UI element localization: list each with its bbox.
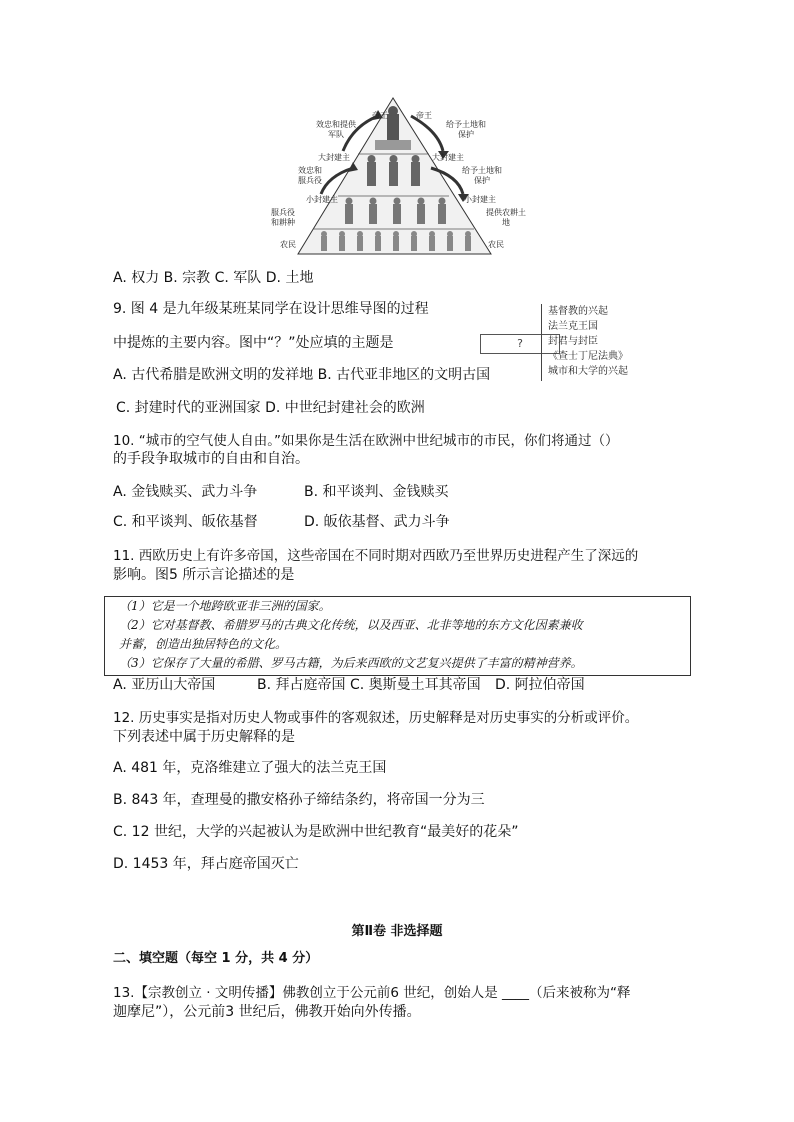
q10-option-a: A. 金钱赎买、武力斗争 [113,484,258,500]
q13-stem-line1: 13.【宗教创立 · 文明传播】佛教创立于公元前6 世纪，创始人是 ____（后来被称为“释 [113,985,631,1001]
label-loyalty-service: 效忠和服兵役 [298,166,322,185]
label-land-protect-1: 给予土地和保护 [446,120,486,139]
q9-options-2: C. 封建时代的亚洲国家 D. 中世纪封建社会的欧洲 [116,400,425,416]
q8-options: A. 权力 B. 宗教 C. 军队 D. 土地 [113,270,314,286]
q11-quote-line: （1）它是一个地跨欧亚非三洲的国家。 [119,599,331,613]
section2-title: 第Ⅱ卷 非选择题 [351,924,443,939]
label-farm-land: 提供农耕土地 [486,208,526,227]
q12-option-c: C. 12 世纪，大学的兴起被认为是欧洲中世纪教育“最美好的花朵” [113,824,519,840]
label-king-left: 帝王 [372,111,388,120]
q12-option-d: D. 1453 年，拜占庭帝国灭亡 [113,856,299,872]
q12-stem-line1: 12. 历史事实是指对历史人物或事件的客观叙述，历史解释是对历史事实的分析或评价。 [113,710,639,726]
label-great-lord-right: 大封建主 [432,153,464,162]
q12-option-a: A. 481 年，克洛维建立了强大的法兰克王国 [113,760,387,776]
q12-option-b: B. 843 年，查理曼的撒安格孙子缔结条约，将帝国一分为三 [113,792,485,808]
q12-stem-line2: 下列表述中属于历史解释的是 [113,729,295,745]
q9-aside-item: 法兰克王国 [548,321,598,332]
q10-stem-line2: 的手段争取城市的自由和自治。 [113,451,309,467]
q9-aside-item: 基督教的兴起 [548,306,608,317]
label-peasant-right: 农民 [488,240,504,249]
peasant-figures [321,231,471,251]
label-great-lord-left: 大封建主 [318,153,350,162]
q10-option-b: B. 和平谈判、金钱赎买 [304,484,449,500]
q9-aside-list [548,304,628,379]
q9-options-1: A. 古代希腊是欧洲文明的发祥地 B. 古代亚非地区的文明古国 [113,367,491,383]
q11-quote-line: （2）它对基督教、希腊罗马的古典文化传统，以及西亚、北非等地的东方文化因素兼收 [119,618,583,632]
q9-stem-line2: 中提炼的主要内容。图中“？”处应填的主题是 [113,335,394,351]
q10-option-c: C. 和平谈判、皈依基督 [113,514,258,530]
q11-option-a: A. 亚历山大帝国 [113,677,216,693]
q9-answer-box: ? [480,334,560,354]
q9-aside-bracket [541,304,548,381]
q11-option-bc: B. 拜占庭帝国 C. 奥斯曼土耳其帝国 [257,677,481,693]
label-king-right: 帝王 [416,111,432,120]
q11-quote-box [104,596,691,676]
label-land-protect-2: 给予土地和保护 [462,166,502,185]
label-peasant-left: 农民 [280,240,296,249]
label-service-farming: 服兵役和耕种 [271,208,295,227]
great-lord-figures [367,155,420,186]
section2-subtitle: 二、填空题（每空 1 分，共 4 分） [113,951,319,966]
label-small-lord-left: 小封建主 [306,195,338,204]
label-small-lord-right: 小封建主 [464,195,496,204]
q11-stem-line2: 影响。图5 所示言论描述的是 [113,567,295,583]
q11-quote-line: （3）它保存了大量的希腊、罗马古籍，为后来西欧的文艺复兴提供了丰富的精神营养。 [119,656,583,670]
q9-aside-item: 封君与封臣 [548,336,598,347]
q10-option-d: D. 皈依基督、武力斗争 [304,514,450,530]
q9-aside-item: 城市和大学的兴起 [548,366,628,377]
q9-aside-item: 《查士丁尼法典》 [548,351,628,362]
q11-stem-line1: 11. 西欧历史上有许多帝国，这些帝国在不同时期对西欧乃至世界历史进程产生了深远的 [113,548,639,564]
q10-stem-line1: 10. “城市的空气使人自由。”如果你是生活在欧洲中世纪城市的市民，你们将通过（） [113,433,619,449]
q9-stem-line1: 9. 图 4 是九年级某班某同学在设计思维导图的过程 [113,301,429,317]
q13-stem-line2: 迦摩尼”），公元前3 世纪后，佛教开始向外传播。 [113,1004,421,1020]
q11-option-d: D. 阿拉伯帝国 [495,677,585,693]
label-loyalty-army: 效忠和提供军队 [316,120,356,139]
q11-quote-line: 并蓄，创造出独居特色的文化。 [119,637,288,651]
